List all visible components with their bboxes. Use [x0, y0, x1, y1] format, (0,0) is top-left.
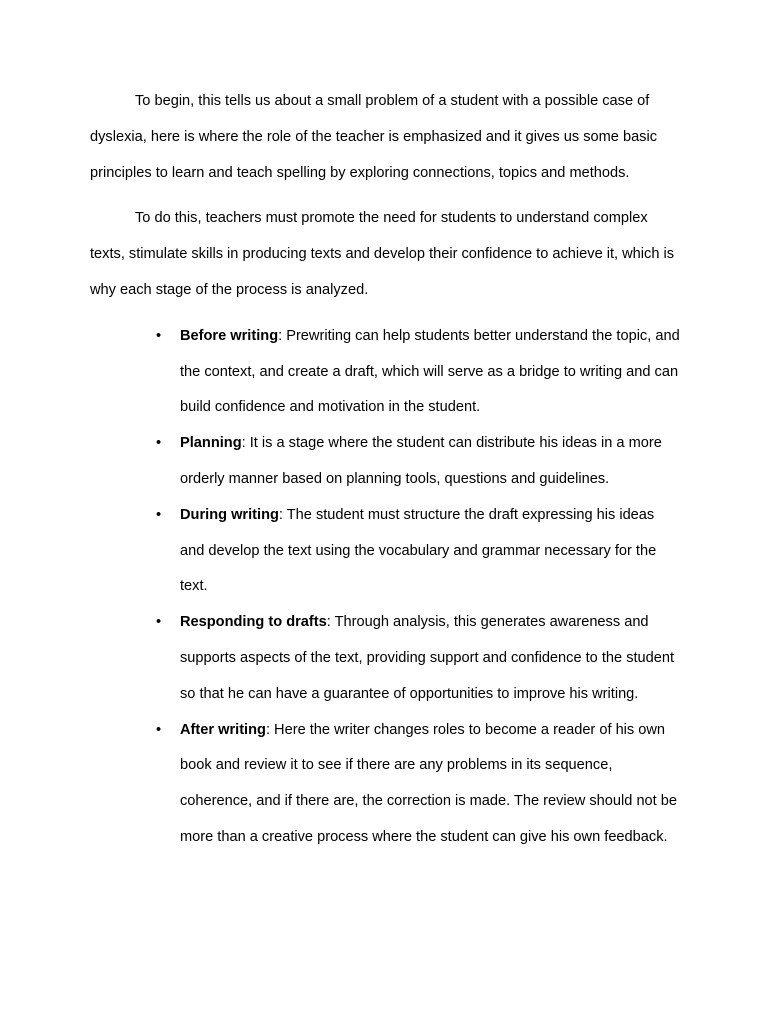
- list-item-after-writing: [156, 713, 682, 856]
- term-after-writing: After writing: [180, 721, 266, 738]
- document-page: [90, 84, 682, 856]
- bullet-icon: •: [156, 506, 162, 523]
- description-before-writing: : Prewriting can help students better understand the topic, and the context, and create a draft, which will serve as a bridge to writing and can build confidence and motivation in the student.: [180, 327, 680, 416]
- term-planning: Planning: [180, 435, 242, 452]
- bullet-icon: •: [156, 721, 162, 738]
- list-item-planning: [156, 426, 682, 498]
- term-before-writing: Before writing: [180, 327, 279, 344]
- list-item-responding-to-drafts: [156, 605, 682, 712]
- bullet-icon: •: [156, 614, 162, 631]
- term-responding-to-drafts: Responding to drafts: [180, 614, 327, 631]
- paragraph-intro: To begin, this tells us about a small problem of a student with a possible case of dyslexia, here is where the role of the teacher is emphasized and it gives us some basic principles to learn and teach spelling by exploring connections, topics and methods.: [90, 93, 658, 181]
- description-responding-to-drafts: : Through analysis, this generates awareness and supports aspects of the text, providing support and confidence to the student so that he can have a guarantee of opportunities to improve his writing.: [180, 614, 675, 702]
- paragraph-process: To do this, teachers must promote the need for students to understand complex texts, stimulate skills in producing texts and develop their confidence to achieve it, which is why each stage of the process is analyzed.: [90, 210, 675, 298]
- bullet-icon: •: [156, 435, 162, 452]
- term-during-writing: During writing: [180, 506, 279, 523]
- bullet-icon: •: [156, 327, 162, 344]
- list-item-before-writing: [156, 319, 682, 426]
- description-planning: : It is a stage where the student can distribute his ideas in a more orderly manner based on planning tools, questions and guidelines.: [180, 435, 662, 487]
- list-item-during-writing: [156, 498, 682, 605]
- stage-list: [90, 319, 682, 856]
- description-after-writing: : Here the writer changes roles to become a reader of his own book and review it to see if there are any problems in its sequence, coherence, and if there are, the correction is made. The review should not be more than a creative process where the student can give his own feedback.: [180, 721, 678, 845]
- description-during-writing: : The student must structure the draft expressing his ideas and develop the text using the vocabulary and grammar necessary for the text.: [180, 506, 657, 595]
